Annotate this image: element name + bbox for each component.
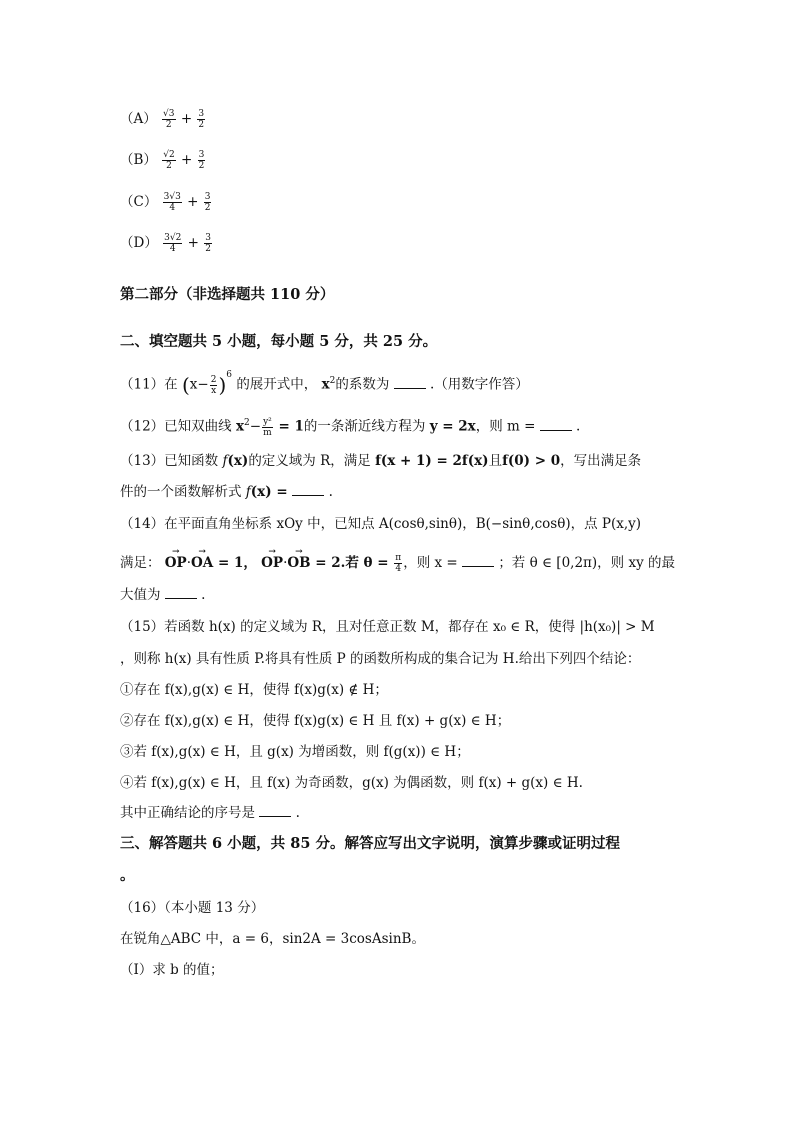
answer-blank[interactable]	[540, 418, 572, 431]
option-label: （D）	[120, 235, 158, 251]
question-13-line2: 件的一个函数解析式 f(x) = .	[120, 484, 333, 500]
question-11: （11）在 (x− $\frac{2}{x}$ )$^6$ 的展开式中， $x^2$的系数为 .（用数字作答）	[120, 370, 529, 397]
question-14-line1: （14）在平面直角坐标系 xOy 中，已知点 A(cosθ,sinθ)，B(−sinθ,cosθ)，点 P(x,y)	[120, 516, 642, 532]
question-16-head: （16）（本小题 13 分）	[120, 900, 265, 916]
fraction: $\frac{3}{2}$	[205, 233, 211, 254]
option-label: （C）	[120, 194, 158, 210]
conclusion-3: ③若 f(x),g(x) ∈ H，且 g(x) 为增函数，则 f(g(x)) ∈ H；	[120, 744, 470, 760]
option-a: （A） $\frac{√3}{2}$ + $\frac{3}{2}$	[120, 109, 205, 130]
option-c: （C） $\frac{3√3}{4}$ + $\frac{3}{2}$	[120, 192, 211, 213]
question-14-line2: 满足： → OP·→ OA = 1， → OP·→ OB = 2.若 θ = $\frac{\pi}{4}$ ，则 x = ；若 θ ∈ [0,2π)，则 xy 的最	[120, 553, 675, 574]
section3-title-tail: 。	[120, 867, 135, 884]
question-15-tail: 其中正确结论的序号是 .	[120, 805, 300, 821]
option-label: （A）	[120, 111, 157, 127]
fraction: $\frac{2}{x}$	[210, 374, 217, 396]
fraction: $\frac{\text{y²}}{m}$	[263, 416, 272, 438]
section2-title: 二、填空题共 5 小题，每小题 5 分，共 25 分。	[120, 333, 438, 350]
answer-blank[interactable]	[259, 804, 291, 817]
fraction: $\frac{3√3}{4}$	[163, 192, 181, 213]
conclusion-2: ②存在 f(x),g(x) ∈ H，使得 f(x)g(x) ∈ H 且 f(x) + g(x) ∈ H；	[120, 713, 511, 729]
question-15-line2: ，则称 h(x) 具有性质 P.将具有性质 P 的函数所构成的集合记为 H.给出下列四个结论：	[120, 651, 641, 667]
answer-blank[interactable]	[292, 483, 324, 496]
question-16-line1: 在锐角△ABC 中，a = 6，sin2A = 3cosAsinB。	[120, 931, 425, 947]
option-d: （D） $\frac{3√2}{4}$ + $\frac{3}{2}$	[120, 233, 211, 254]
option-b: （B） $\frac{√2}{2}$ + $\frac{3}{2}$	[120, 150, 205, 171]
question-12: （12）已知双曲线 $x^2-$ $\frac{\text{y²}}{m}$ = 1的一条渐近线方程为 y = 2x，则 m = .	[120, 416, 581, 438]
answer-blank[interactable]	[394, 376, 426, 389]
question-15-line1: （15）若函数 h(x) 的定义域为 R，且对任意正数 M，都存在 x₀ ∈ R，使得 |h(x₀)| > M	[120, 619, 655, 635]
fraction: $\frac{\pi}{4}$	[395, 553, 402, 574]
answer-blank[interactable]	[462, 554, 494, 567]
fraction: $\frac{√3}{2}$	[163, 109, 175, 130]
fraction: $\frac{√2}{2}$	[163, 150, 175, 171]
fraction: $\frac{3}{2}$	[198, 109, 205, 130]
conclusion-1: ①存在 f(x),g(x) ∈ H，使得 f(x)g(x) ∉ H；	[120, 682, 388, 698]
question-16-part1: （Ⅰ）求 b 的值；	[120, 962, 224, 978]
conclusion-4: ④若 f(x),g(x) ∈ H，且 f(x) 为奇函数，g(x) 为偶函数，则 f(x) + g(x) ∈ H.	[120, 775, 583, 791]
question-13-line1: （13）已知函数 f(x)的定义域为 R，满足 f(x + 1) = 2f(x)且f(0) > 0，写出满足条	[120, 453, 642, 469]
part2-title: 第二部分（非选择题共 110 分）	[120, 286, 335, 303]
question-14-line3: 大值为 .	[120, 587, 206, 603]
fraction: $\frac{3}{2}$	[204, 192, 211, 213]
option-label: （B）	[120, 152, 157, 168]
fraction: $\frac{3}{2}$	[198, 150, 205, 171]
answer-blank[interactable]	[165, 586, 197, 599]
section3-title: 三、解答题共 6 小题，共 85 分。解答应写出文字说明，演算步骤或证明过程	[120, 835, 620, 852]
fraction: $\frac{3√2}{4}$	[164, 233, 182, 254]
